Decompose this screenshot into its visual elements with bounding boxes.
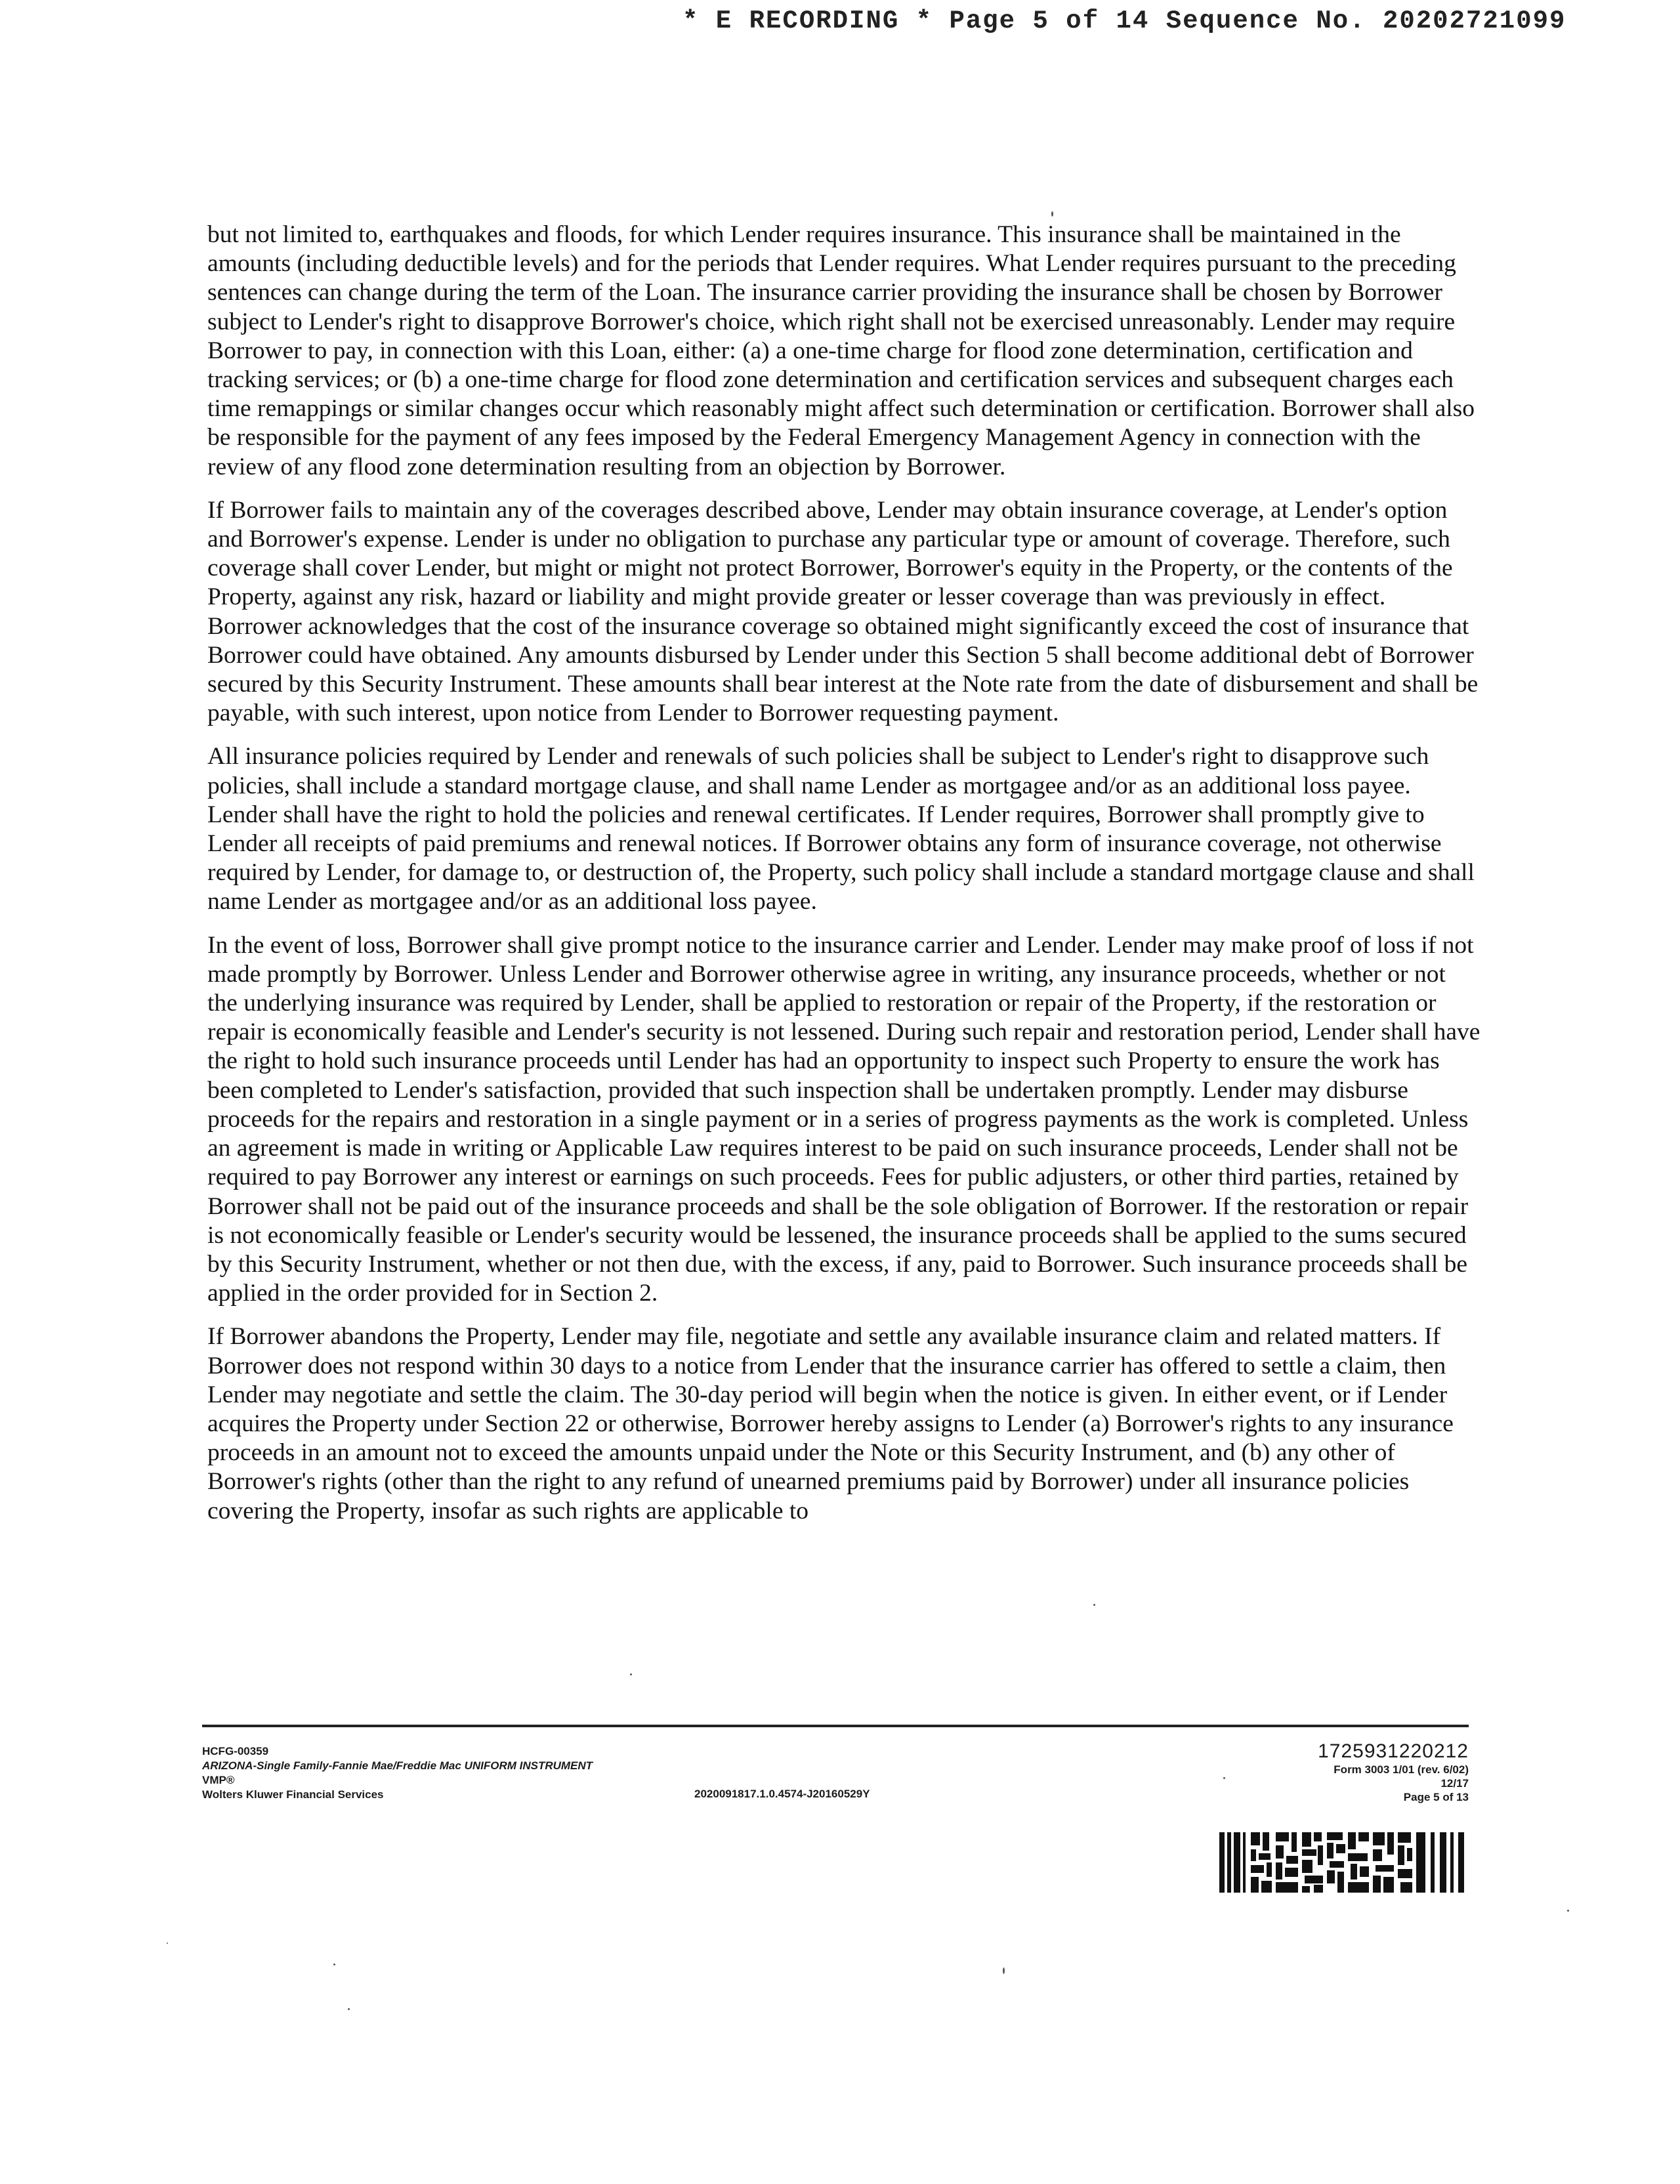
loan-number: 1725931220212 [1318, 1740, 1469, 1762]
form-number: Form 3003 1/01 (rev. 6/02) [1334, 1763, 1469, 1776]
document-id: 2020091817.1.0.4574-J20160529Y [694, 1788, 870, 1800]
scan-speck [1567, 1910, 1569, 1912]
paragraph: If Borrower abandons the Property, Lender may file, negotiate and settle any available insurance claim and related matters. If Borrower does not respond within 30 days to a notice from Lender that the insurance carrier has offered to settle a claim, then Lender may negotiate and settle the claim. The 30-day period will begin when the notice is given. In either event, or if Lender acquires the Property under Section 22 or otherwise, Borrower hereby assigns to Lender (a) Borrower's rights to any insurance proceeds in an amount not to exceed the amounts unpaid under the Note or this Security Instrument, and (b) any other of Borrower's rights (other than the right to any refund of unearned premiums paid by Borrower) under all insurance policies covering the Property, insofar as such rights are applicable to [207, 1323, 1454, 1524]
page-footer [202, 1725, 1469, 1902]
paragraph: In the event of loss, Borrower shall give prompt notice to the insurance carrier and Lender. Lender may make proof of loss if not made promptly by Borrower. Unless Lender and Borrower otherwise agree in writing, any insurance proceeds, whether or not the underlying insurance was required by Lender, shall be applied to restoration or repair of the Property, if the restoration or repair is economically feasible and Lender's security is not lessened. During such repair and restoration period, Lender shall have the right to hold such insurance proceeds until Lender has had an opportunity to inspect such Property to ensure the work has been completed to Lender's satisfaction, provided that such inspection shall be undertaken promptly. Lender may disburse proceeds for the repairs and restoration in a single payment or in a series of progress payments as the work is completed. Unless an agreement is made in writing or Applicable Law requires interest to be paid on such insurance proceeds, Lender shall not be required to pay Borrower any interest or earnings on such proceeds. Fees for public adjusters, or other third parties, retained by Borrower shall not be paid out of the insurance proceeds and shall be the sole obligation of Borrower. If the restoration or repair is not economically feasible or Lender's security would be lessened, the insurance proceeds shall be applied to the sums secured by this Security Instrument, whether or not then due, with the excess, if any, paid to Borrower. Such insurance proceeds shall be applied in the order provided for in Section 2. [207, 931, 1480, 1307]
scan-speck [167, 1942, 168, 1944]
scan-speck [1003, 1967, 1005, 1974]
vmp-mark: VMP® [202, 1774, 235, 1786]
paragraph: but not limited to, earthquakes and floods, for which Lender requires insurance. This insurance shall be maintained in the amounts (including deductible levels) and for the periods that Lender requires. What Lender requires pursuant to the preceding sentences can change during the term of the Loan. The insurance carrier providing the insurance shall be chosen by Borrower subject to Lender's right to disapprove Borrower's choice, which right shall not be exercised unreasonably. Lender may require Borrower to pay, in connection with this Loan, either: (a) a one-time charge for flood zone determination, certification and tracking services; or (b) a one-time charge for flood zone determination and certification services and subsequent charges each time remappings or similar changes occur which reasonably might affect such determination or certification. Borrower shall also be responsible for the payment of any fees imposed by the Federal Emergency Management Agency in connection with the review of any flood zone determination resulting from an objection by Borrower. [207, 221, 1475, 480]
form-code: HCFG-00359 [202, 1745, 269, 1757]
publisher-name: Wolters Kluwer Financial Services [202, 1788, 384, 1801]
paragraph: All insurance policies required by Lender and renewals of such policies shall be subject to Lender's right to disapprove such policies, shall include a standard mortgage clause, and shall name Lender as mortgagee and/or as an additional loss payee. Lender shall have the right to hold the policies and renewal certificates. If Lender requires, Borrower shall promptly give to Lender all receipts of paid premiums and renewal notices. If Borrower obtains any form of insurance coverage, not otherwise required by Lender, for damage to, or destruction of, the Property, such policy shall include a standard mortgage clause and shall name Lender as mortgagee and/or as an additional loss payee. [207, 743, 1475, 915]
scan-speck [333, 1964, 335, 1965]
scan-speck [1223, 1777, 1225, 1779]
form-revision: 12/17 [1440, 1777, 1469, 1790]
footer-right-block [1141, 1740, 1469, 1804]
paragraph: If Borrower fails to maintain any of the coverages described above, Lender may obtain insurance coverage, at Lender's option and Borrower's expense. Lender is under no obligation to purchase any particular type or amount of coverage. Therefore, such coverage shall cover Lender, but might or might not protect Borrower, Borrower's equity in the Property, or the contents of the Property, against any risk, hazard or liability and might provide greater or lesser coverage than was previously in effect. Borrower acknowledges that the cost of the insurance coverage so obtained might significantly exceed the cost of insurance that Borrower could have obtained. Any amounts disbursed by Lender under this Section 5 shall become additional debt of Borrower secured by this Security Instrument. These amounts shall bear interest at the Note rate from the date of disbursement and shall be payable, with such interest, upon notice from Lender to Borrower requesting payment. [207, 496, 1479, 727]
barcode-image [1219, 1830, 1469, 1895]
page-label: Page 5 of 13 [1403, 1791, 1469, 1803]
scan-speck [348, 2008, 350, 2010]
recording-header: * E RECORDING * Page 5 of 14 Sequence No. 20202721099 [682, 7, 1566, 35]
scan-speck [1051, 211, 1053, 217]
scan-speck [630, 1673, 632, 1675]
document-body [207, 220, 1480, 1540]
footer-rule [202, 1725, 1469, 1727]
scan-speck [1093, 1604, 1095, 1606]
footer-left-block [202, 1744, 727, 1802]
instrument-title: ARIZONA-Single Family-Fannie Mae/Freddie Mac UNIFORM INSTRUMENT [202, 1759, 593, 1772]
